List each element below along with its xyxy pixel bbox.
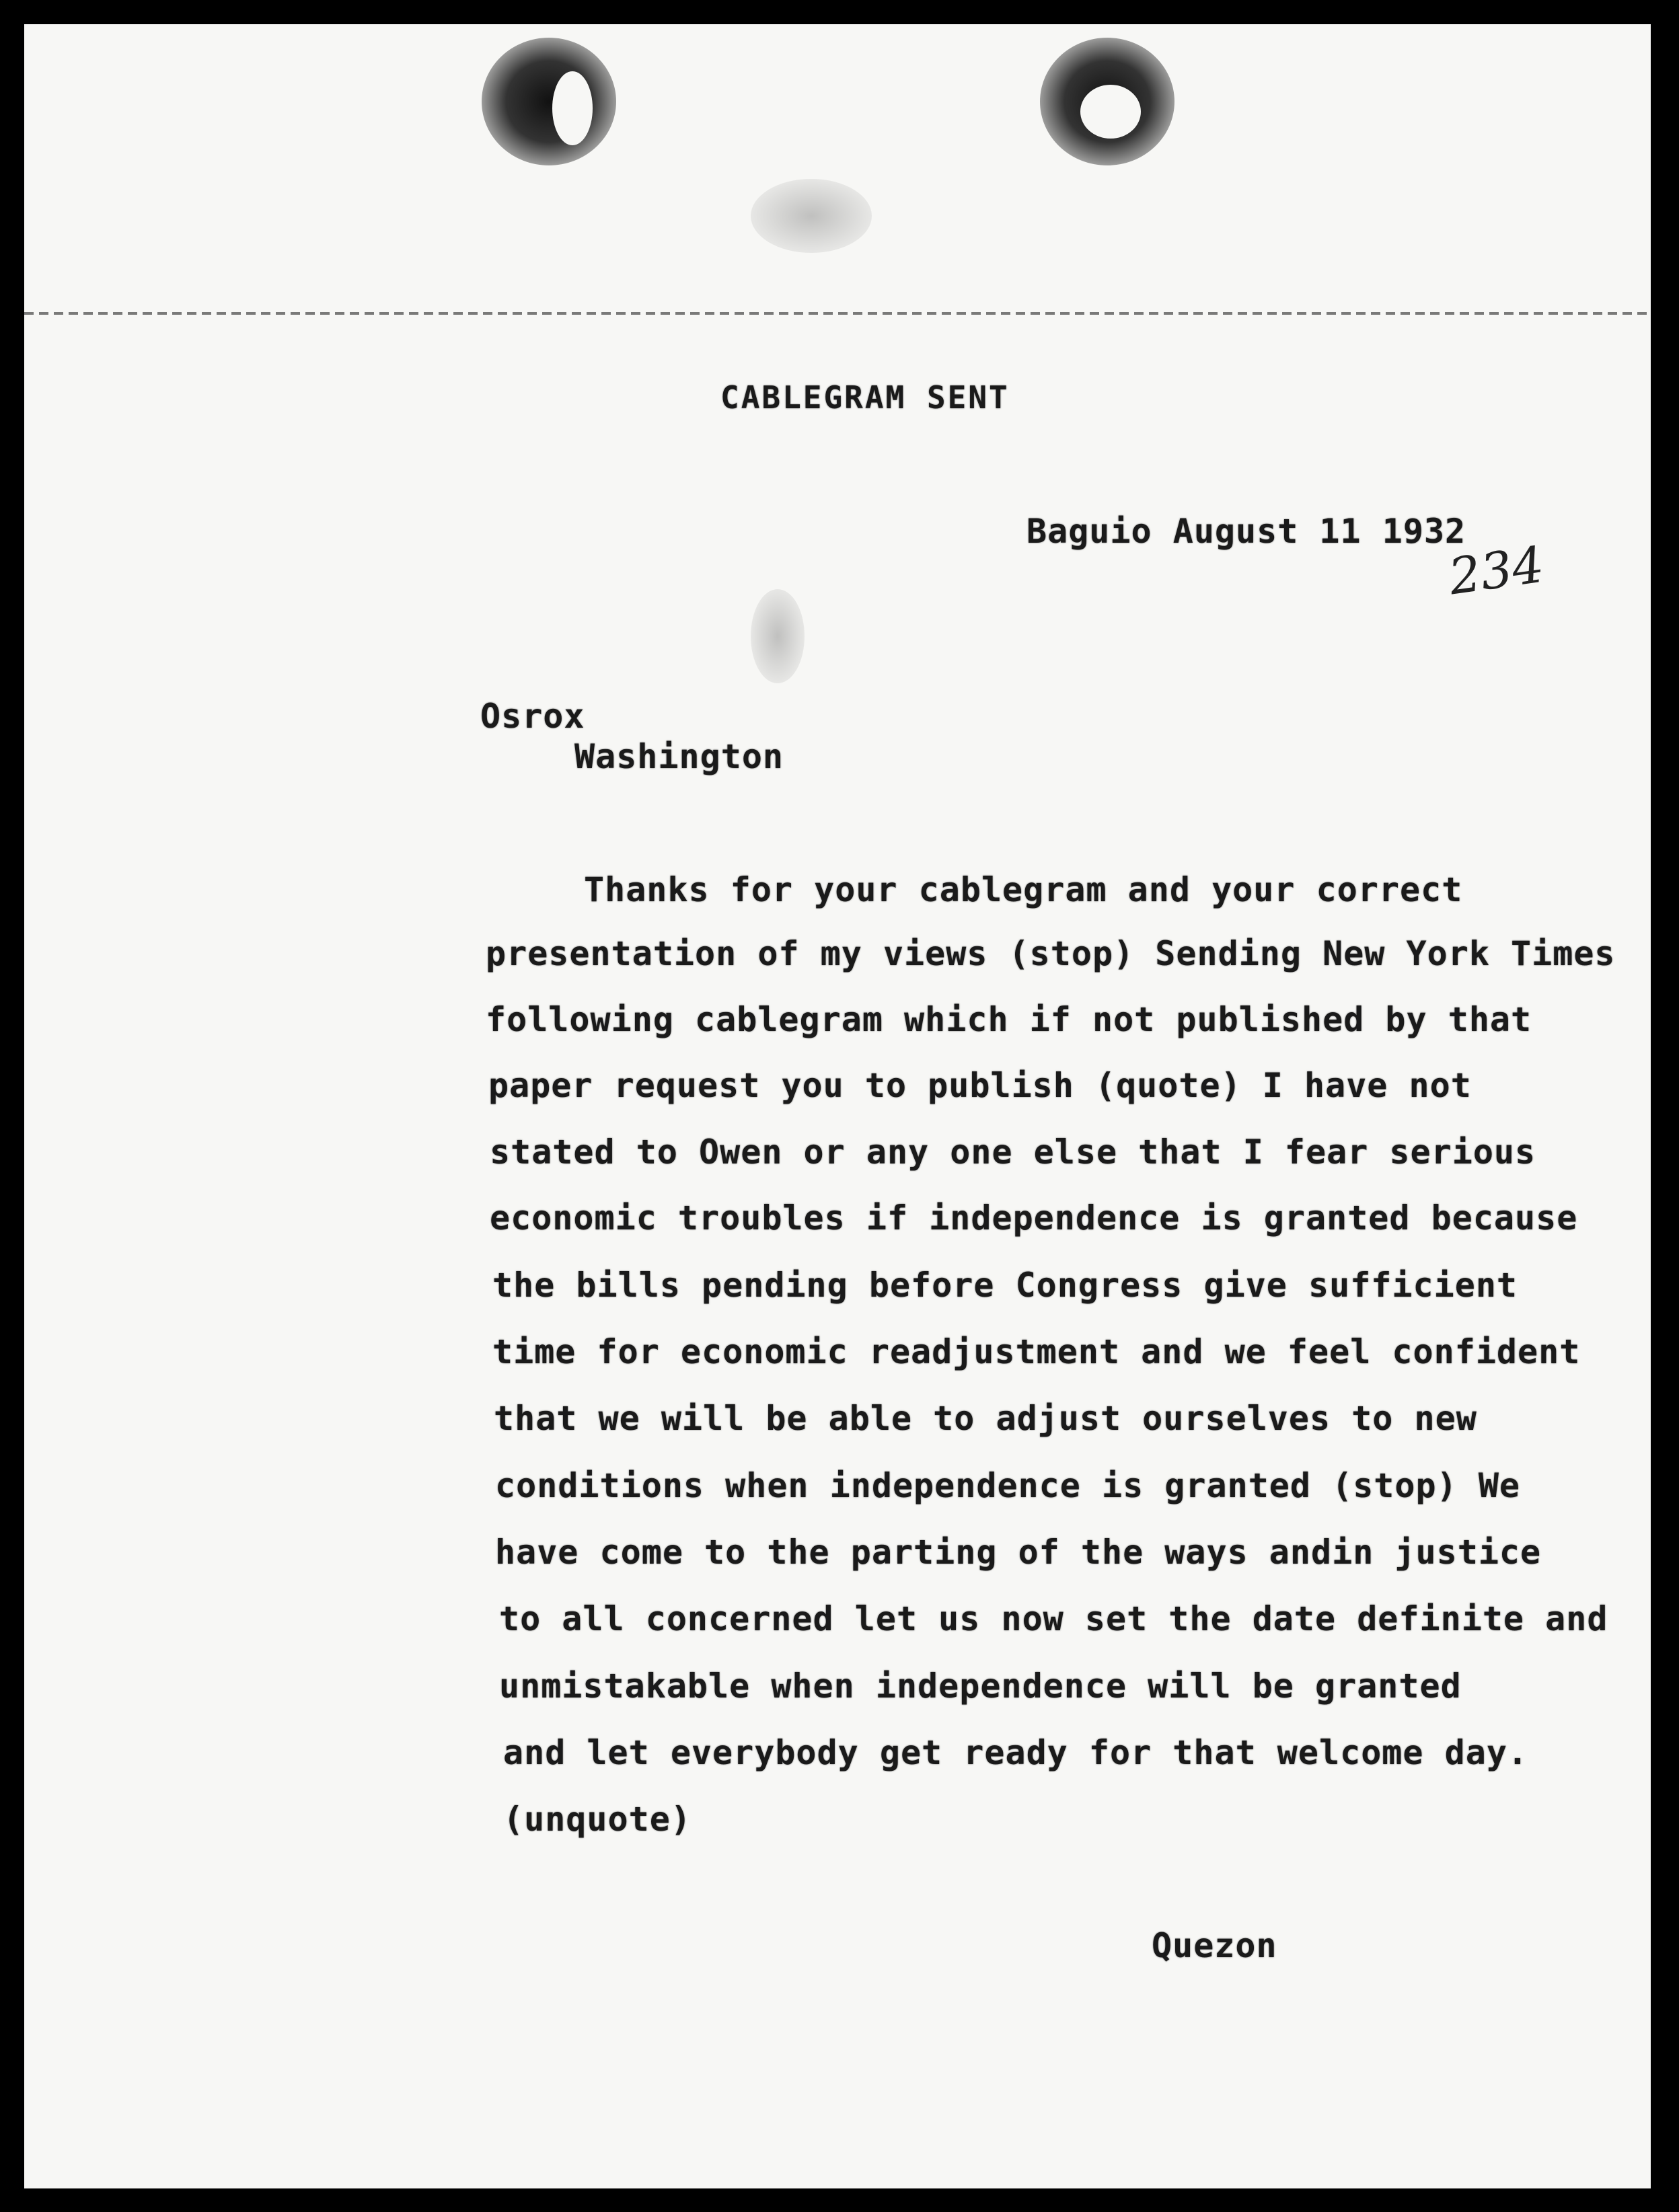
document-heading: CABLEGRAM SENT bbox=[720, 379, 1010, 416]
body-line: following cablegram which if not published by that bbox=[486, 1000, 1532, 1039]
body-line: have come to the parting of the ways andin justice bbox=[495, 1533, 1542, 1572]
recipient-city: Washington bbox=[574, 737, 784, 776]
body-line: stated to Owen or any one else that I fear serious bbox=[490, 1133, 1536, 1172]
punch-hole-left bbox=[482, 38, 616, 165]
body-line: economic troubles if independence is granted because bbox=[490, 1198, 1578, 1237]
body-line: time for economic readjustment and we feel confident bbox=[492, 1332, 1581, 1371]
stain bbox=[751, 589, 805, 683]
body-line: to all concerned let us now set the date definite and bbox=[499, 1599, 1608, 1638]
stain bbox=[751, 179, 872, 253]
body-line: the bills pending before Congress give sufficient bbox=[492, 1266, 1518, 1305]
page-number-annotation: 234 bbox=[1445, 535, 1548, 607]
signature: Quezon bbox=[1152, 1926, 1277, 1965]
fold-line bbox=[24, 312, 1651, 315]
recipient-name: Osrox bbox=[480, 697, 585, 736]
body-line: unmistakable when independence will be granted bbox=[499, 1667, 1462, 1706]
body-line: conditions when independence is granted (stop) We bbox=[495, 1466, 1521, 1505]
body-line: paper request you to publish (quote) I have not bbox=[488, 1066, 1472, 1105]
punch-hole-right-center bbox=[1080, 85, 1141, 139]
dateline: Baguio August 11 1932 bbox=[1027, 512, 1466, 551]
body-line: that we will be able to adjust ourselves to new bbox=[494, 1399, 1477, 1438]
body-line: (unquote) bbox=[503, 1800, 692, 1839]
punch-hole-left-center bbox=[552, 71, 593, 145]
document-page bbox=[24, 24, 1651, 2188]
body-line: and let everybody get ready for that welcome day. bbox=[503, 1733, 1529, 1772]
body-line: presentation of my views (stop) Sending New York Times bbox=[486, 934, 1616, 973]
body-line: Thanks for your cablegram and your correct bbox=[584, 870, 1463, 909]
